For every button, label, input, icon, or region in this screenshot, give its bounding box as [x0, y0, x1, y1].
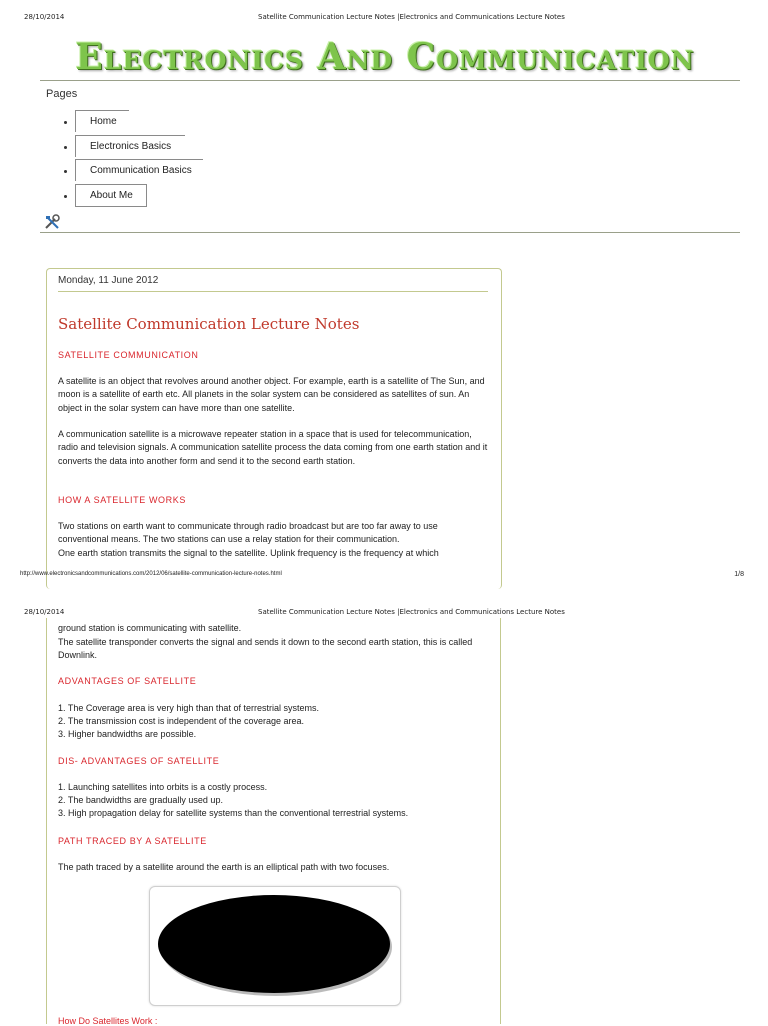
post-border-left — [46, 618, 47, 1024]
section-heading: HOW A SATELLITE WORKS — [58, 495, 186, 505]
print-date: 28/10/2014 — [24, 608, 65, 616]
header-divider — [40, 80, 740, 81]
nav-item-about-me[interactable] — [75, 184, 147, 207]
print-page-number: 1/8 — [734, 571, 744, 578]
paragraph: ground station is communicating with satellite. — [58, 623, 242, 633]
nav-bullet — [64, 121, 67, 124]
elliptical-path-image — [158, 895, 390, 993]
list-item: 3. High propagation delay for satellite systems than the conventional terrestrial systems. — [58, 808, 409, 818]
print-url: http://www.electronicsandcommunications.com/2012/06/satellite-communication-lecture-notes.html — [20, 571, 282, 577]
print-title: Satellite Communication Lecture Notes |Electronics and Communications Lecture Notes — [258, 608, 565, 616]
section-heading: ADVANTAGES OF SATELLITE — [58, 676, 197, 686]
paragraph: The path traced by a satellite around the earth is an elliptical path with two focuses. — [58, 862, 390, 872]
paragraph: The satellite transponder converts the signal and sends it down to the second earth station, this is called Downlink. — [58, 637, 473, 661]
nav-item-home[interactable] — [75, 110, 129, 132]
list-item: 1. The Coverage area is very high than that of terrestrial systems. — [58, 703, 319, 713]
post-date: Monday, 11 June 2012 — [58, 275, 159, 286]
nav-item-label: Electronics Basics — [90, 141, 172, 152]
nav-item-label: Home — [90, 116, 117, 127]
section-heading: How Do Satellites Work : — [58, 1016, 158, 1026]
site-title[interactable]: Electronics And Communication — [75, 36, 695, 78]
nav-item-label: About Me — [90, 190, 133, 201]
nav-bullet — [64, 170, 67, 173]
post-border-right — [500, 618, 501, 1024]
list-item: 1. Launching satellites into orbits is a costly process. — [58, 782, 268, 792]
print-date: 28/10/2014 — [24, 13, 65, 21]
paragraph: Two stations on earth want to communicate through radio broadcast but are too far away to use conventional means. The two stations can use a relay station for their communication. — [58, 521, 438, 545]
section-heading: PATH TRACED BY A SATELLITE — [58, 836, 207, 846]
paragraph: A communication satellite is a microwave repeater station in a space that is used for telecommunication, radio and television signals. A communication satellite process the data coming from one earth station and it converts the data into another form and send it to the second earth station. — [58, 429, 488, 466]
section-heading: SATELLITE COMMUNICATION — [58, 350, 199, 360]
nav-item-communication-basics[interactable] — [75, 159, 203, 181]
edit-tools-icon[interactable] — [44, 214, 62, 230]
post-title[interactable]: Satellite Communication Lecture Notes — [58, 315, 360, 333]
nav-bullet — [64, 146, 67, 149]
list-item: 2. The bandwidths are gradually used up. — [58, 795, 223, 805]
section-heading: DIS- ADVANTAGES OF SATELLITE — [58, 756, 220, 766]
paragraph: A satellite is an object that revolves around another object. For example, earth is a satellite of The Sun, and moon is a satellite of earth etc. All planets in the solar system can be considered as satellites of sun. An object in the solar system can have more than one satellite. — [58, 376, 485, 413]
nav-item-label: Communication Basics — [90, 165, 192, 176]
pages-label: Pages — [46, 88, 78, 100]
date-divider — [58, 291, 488, 292]
nav-item-electronics-basics[interactable] — [75, 135, 185, 157]
print-title: Satellite Communication Lecture Notes |Electronics and Communications Lecture Notes — [258, 13, 565, 21]
paragraph: One earth station transmits the signal to the satellite. Uplink frequency is the frequency at which — [58, 548, 439, 558]
list-item: 2. The transmission cost is independent of the coverage area. — [58, 716, 304, 726]
nav-bullet — [64, 195, 67, 198]
nav-divider — [40, 232, 740, 233]
list-item: 3. Higher bandwidths are possible. — [58, 729, 197, 739]
